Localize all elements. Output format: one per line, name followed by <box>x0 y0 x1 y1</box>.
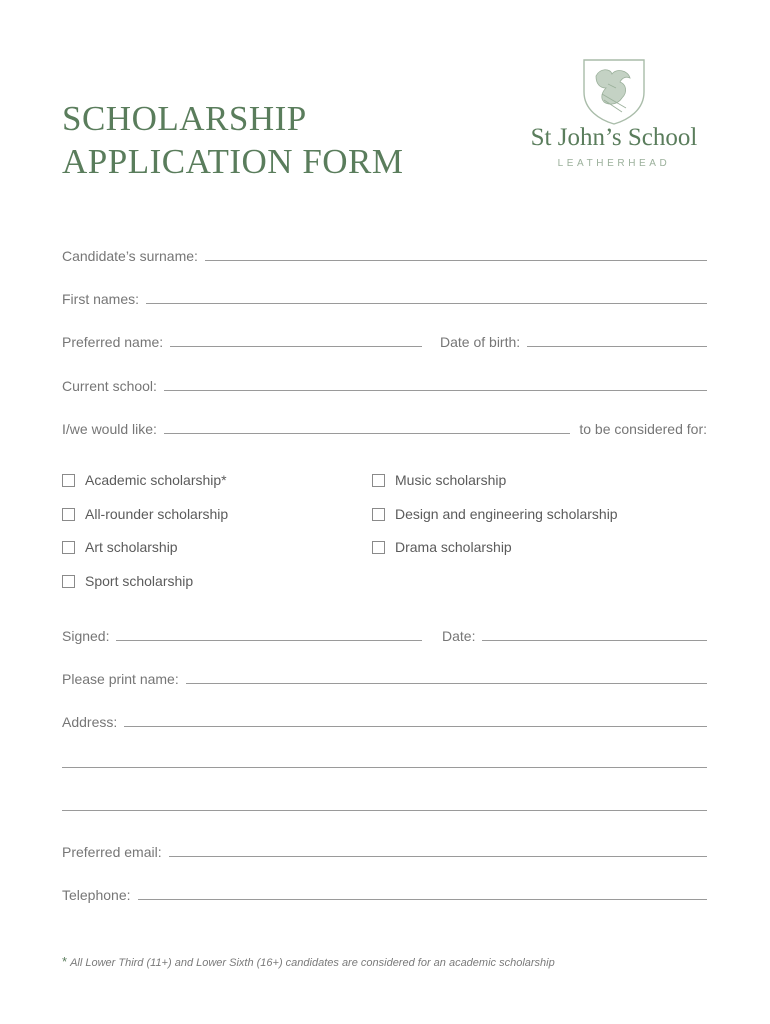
print-name-label: Please print name: <box>62 671 179 687</box>
sport-scholarship-option[interactable] <box>62 573 193 589</box>
print-name-input-line[interactable] <box>186 683 707 684</box>
signed-label: Signed: <box>62 628 110 644</box>
sport-checkbox[interactable] <box>62 575 75 588</box>
drama-scholarship-option[interactable] <box>372 539 512 555</box>
preferred-name-field <box>62 330 422 350</box>
academic-label: Academic scholarship* <box>85 472 227 488</box>
allrounder-label: All-rounder scholarship <box>85 506 229 522</box>
music-scholarship-option[interactable] <box>372 472 506 488</box>
telephone-label: Telephone: <box>62 887 131 903</box>
preferred-name-input-line[interactable] <box>170 346 422 347</box>
art-scholarship-option[interactable] <box>62 539 178 555</box>
footnote <box>62 954 555 969</box>
design-label: Design and engineering scholarship <box>395 506 618 522</box>
would-like-field <box>62 417 707 437</box>
form-title-line-2: APPLICATION FORM <box>62 142 404 181</box>
signed-field <box>62 624 422 644</box>
academic-scholarship-option[interactable] <box>62 472 227 488</box>
would-like-input-line[interactable] <box>164 433 570 434</box>
address-label: Address: <box>62 714 118 730</box>
footnote-text: All Lower Third (11+) and Lower Sixth (16+) candidates are considered for an academic scholarship <box>70 957 555 969</box>
address-input-line-1[interactable] <box>124 726 707 727</box>
signed-input-line[interactable] <box>116 640 422 641</box>
surname-field <box>62 244 707 264</box>
dob-field <box>440 330 707 350</box>
school-location: LEATHERHEAD <box>557 158 671 169</box>
email-label: Preferred email: <box>62 844 162 860</box>
date-field <box>442 624 707 644</box>
date-input-line[interactable] <box>482 640 707 641</box>
print-name-field <box>62 667 707 687</box>
drama-checkbox[interactable] <box>372 541 385 554</box>
art-label: Art scholarship <box>85 539 178 555</box>
considered-for-label: to be considered for: <box>579 421 707 437</box>
surname-label: Candidate’s surname: <box>62 248 198 264</box>
email-field <box>62 840 707 860</box>
sport-label: Sport scholarship <box>85 573 194 589</box>
academic-checkbox[interactable] <box>62 474 75 487</box>
date-label: Date: <box>442 628 476 644</box>
drama-label: Drama scholarship <box>395 539 512 555</box>
current-school-field <box>62 374 707 394</box>
school-name: St John’s School <box>530 124 698 151</box>
footnote-asterisk: * <box>62 954 68 969</box>
music-checkbox[interactable] <box>372 474 385 487</box>
first-names-label: First names: <box>62 291 140 307</box>
form-title-line-1: SCHOLARSHIP <box>62 99 307 138</box>
form-title <box>62 97 404 183</box>
surname-input-line[interactable] <box>205 260 707 261</box>
design-scholarship-option[interactable] <box>372 506 618 522</box>
dob-label: Date of birth: <box>440 334 521 350</box>
current-school-label: Current school: <box>62 378 157 394</box>
school-crest-icon <box>582 58 646 126</box>
art-checkbox[interactable] <box>62 541 75 554</box>
preferred-name-label: Preferred name: <box>62 334 164 350</box>
allrounder-checkbox[interactable] <box>62 508 75 521</box>
address-field <box>62 710 707 730</box>
dob-input-line[interactable] <box>527 346 707 347</box>
telephone-field <box>62 883 707 903</box>
first-names-field <box>62 287 707 307</box>
would-like-label: I/we would like: <box>62 421 157 437</box>
telephone-input-line[interactable] <box>138 899 707 900</box>
current-school-input-line[interactable] <box>164 390 707 391</box>
address-input-line-3[interactable] <box>62 810 707 811</box>
address-input-line-2[interactable] <box>62 767 707 768</box>
music-label: Music scholarship <box>395 472 507 488</box>
allrounder-scholarship-option[interactable] <box>62 506 228 522</box>
email-input-line[interactable] <box>169 856 707 857</box>
design-checkbox[interactable] <box>372 508 385 521</box>
first-names-input-line[interactable] <box>146 303 707 304</box>
